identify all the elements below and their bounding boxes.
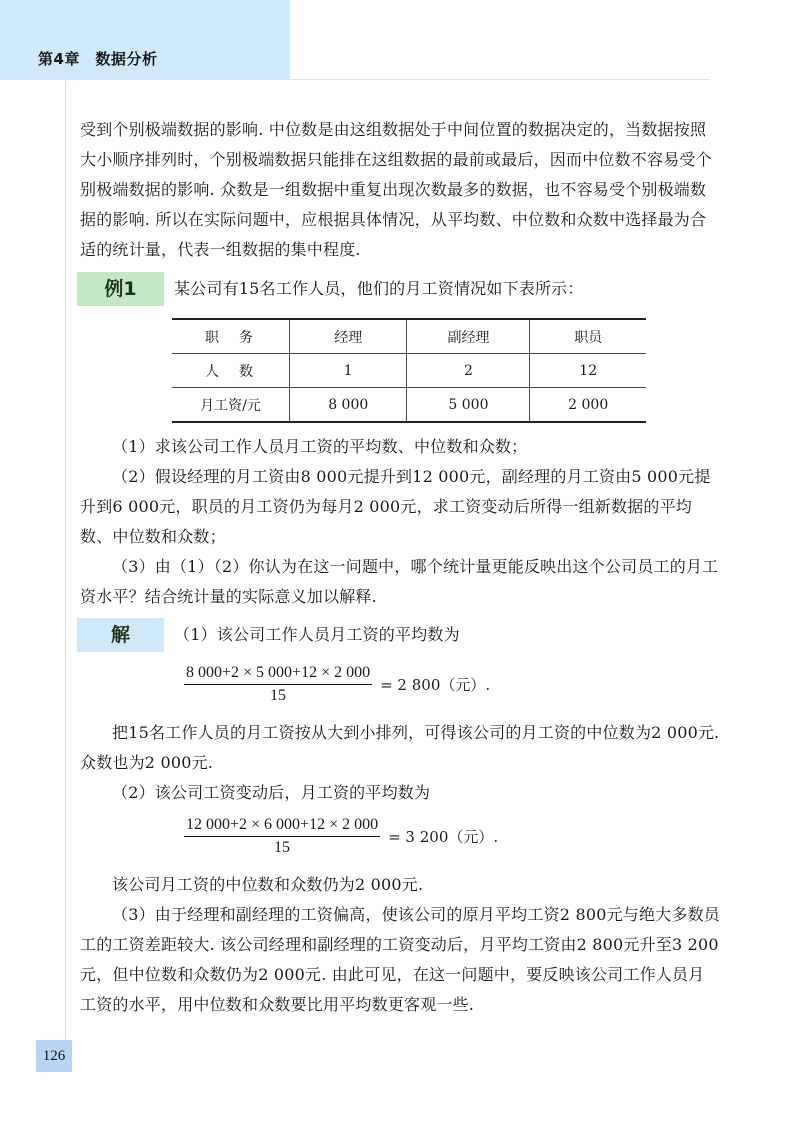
table-cell: 12 bbox=[530, 354, 646, 388]
solution-part2-intro: （2）该公司工资变动后，月工资的平均数为 bbox=[112, 783, 431, 802]
table-cell: 8 000 bbox=[290, 388, 407, 423]
table-cell: 2 bbox=[407, 354, 530, 388]
equation-2 bbox=[184, 816, 498, 857]
equation-result: = 3 200（元）. bbox=[388, 828, 499, 846]
table-row bbox=[172, 354, 646, 388]
equation-result: = 2 800（元）. bbox=[380, 676, 491, 694]
table-row bbox=[172, 388, 646, 423]
solution-part1-text: 把15名工作人员的月工资按从大到小排列，可得该公司的月工资的中位数为2 000元. 众数也为2 000元. bbox=[80, 723, 720, 772]
denominator: 15 bbox=[274, 839, 291, 856]
header-divider bbox=[290, 79, 710, 80]
chapter-title: 第4章 数据分析 bbox=[38, 50, 158, 68]
example-tag: 例1 bbox=[77, 272, 164, 306]
table-cell: 职员 bbox=[530, 319, 646, 354]
question-1: （1）求该公司工作人员月工资的平均数、中位数和众数； bbox=[112, 437, 528, 456]
page-number: 126 bbox=[36, 1040, 72, 1072]
table-cell: 1 bbox=[290, 354, 407, 388]
numerator: 8 000+2 × 5 000+12 × 2 000 bbox=[184, 664, 372, 685]
question-2: （2）假设经理的月工资由8 000元提升到12 000元，副经理的月工资由5 000元提升到6 000元，职员的月工资仍为每月2 000元，求工资变动后所得一组新数据的平均数、中位数和众数； bbox=[80, 467, 711, 546]
example-statement: 某公司有15名工作人员，他们的月工资情况如下表所示： bbox=[174, 279, 584, 298]
table-cell: 2 000 bbox=[530, 388, 646, 423]
margin-rule bbox=[65, 80, 66, 1040]
table-cell: 经理 bbox=[290, 319, 407, 354]
equation-1 bbox=[184, 664, 490, 705]
solution-part3-text: （3）由于经理和副经理的工资偏高，使该公司的原月平均工资2 800元与绝大多数员工的工资差距较大. 该公司经理和副经理的工资变动后，月平均工资由2 800元升至3 200元，但中位数和众数仍为2 000元. 由此可见，在这一问题中，要反映该公司工作人员月工资的水平，用中位数和众数要比用平均数更客观一些. bbox=[80, 905, 720, 1014]
intro-paragraph: 受到个别极端数据的影响. 中位数是由这组数据处于中间位置的数据决定的，当数据按照大小顺序排列时，个别极端数据只能排在这组数据的最前或最后，因而中位数不容易受个别极端数据的影响. 众数是一组数据中重复出现次数最多的数据，也不容易受个别极端数据的影响. 所以在实际问题中，应根据具体情况，从平均数、中位数和众数中选择最为合适的统计量，代表一组数据的集中程度. bbox=[80, 120, 712, 259]
table-row bbox=[172, 319, 646, 354]
table-cell: 职 务 bbox=[172, 319, 290, 354]
numerator: 12 000+2 × 6 000+12 × 2 000 bbox=[184, 816, 380, 837]
table-cell: 人 数 bbox=[172, 354, 290, 388]
solution-part1-intro: （1）该公司工作人员月工资的平均数为 bbox=[174, 625, 460, 644]
table-cell: 5 000 bbox=[407, 388, 530, 423]
denominator: 15 bbox=[270, 687, 287, 704]
fraction bbox=[184, 664, 372, 705]
table-cell: 副经理 bbox=[407, 319, 530, 354]
question-3: （3）由（1）（2）你认为在这一问题中，哪个统计量更能反映出这个公司员工的月工资水平？结合统计量的实际意义加以解释. bbox=[80, 557, 719, 606]
solution-tag: 解 bbox=[77, 618, 164, 652]
fraction bbox=[184, 816, 380, 857]
table-cell: 月工资/元 bbox=[172, 388, 290, 423]
solution-part2-text: 该公司月工资的中位数和众数仍为2 000元. bbox=[112, 875, 424, 894]
salary-table bbox=[172, 318, 646, 423]
